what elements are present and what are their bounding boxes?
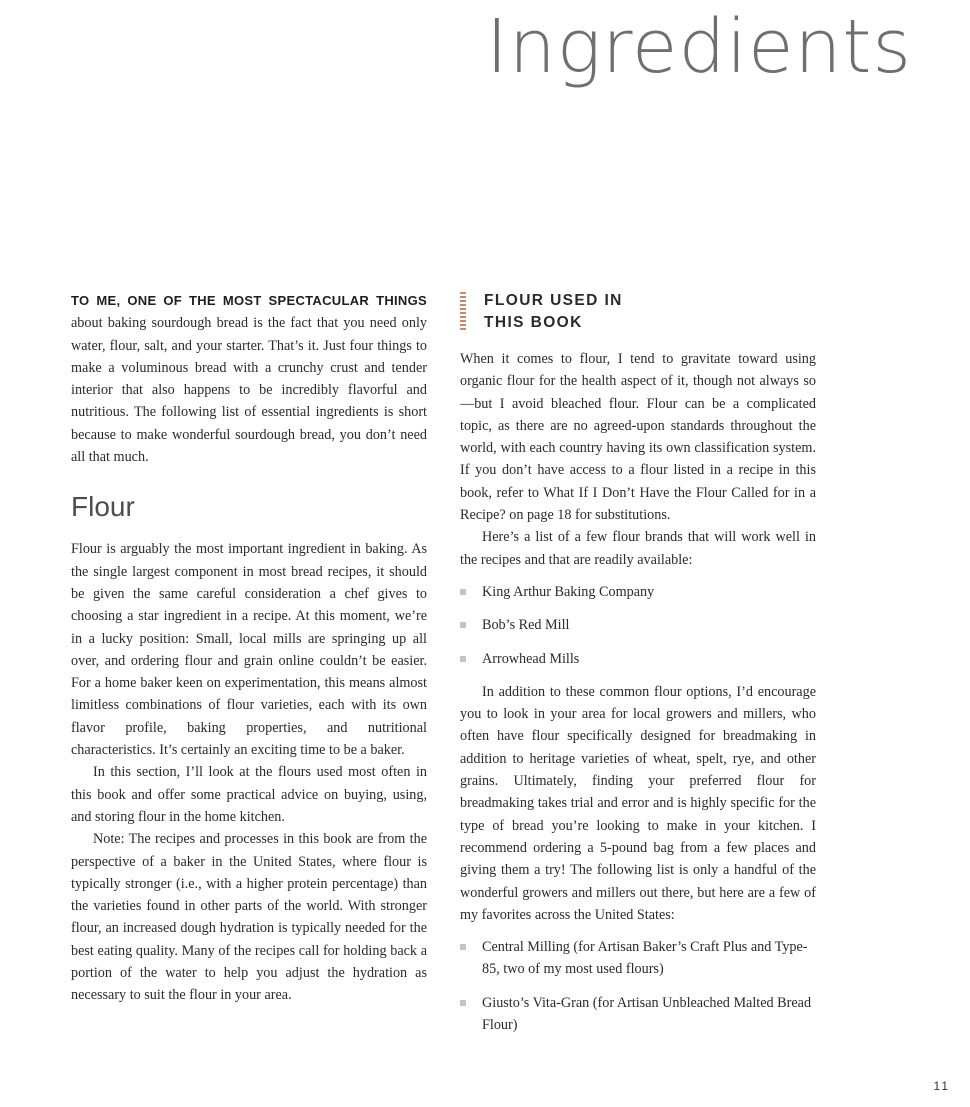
list-item-brand: Arrowhead Mills — [460, 648, 816, 670]
list-item-miller: Giusto’s Vita-Gran (for Artisan Unbleached Malted Bread Flour) — [460, 992, 816, 1037]
sidebar-stripe-marker — [460, 292, 466, 332]
list-item-brand: King Arthur Baking Company — [460, 581, 816, 603]
section-heading-flour: Flour — [71, 491, 135, 523]
sidebar-title-line-1: FLOUR USED IN — [484, 292, 623, 309]
sidebar-header — [460, 290, 816, 334]
intro-text: about baking sourdough bread is the fact that you need only water, flour, salt, and your starter. That’s it. Just four things to make a voluminous bread with a crunchy crust and tender interior that also happens to be incredibly flavorful and nutritious. The following list of essential ingredients is short because to make wonderful sourdough bread, you don’t need all that much. — [71, 315, 427, 466]
flour-paragraph-3: Note: The recipes and processes in this book are from the perspective of a baker in the United States, where flour is typically stronger (i.e., with a higher protein percentage) than the varieties found in other parts of the world. With stronger flour, an increased dough hydration is typically needed for the best eating quality. Many of the recipes call for holding back a portion of the water to help you adjust the hydration as necessary to suit the flour in your area. — [71, 831, 427, 1004]
miller-list — [460, 936, 816, 1036]
left-column — [71, 290, 427, 1007]
flour-paragraph-2: In this section, I’ll look at the flours used most often in this book and offer some practical advice on buying, using, and storing flour in the home kitchen. — [71, 764, 427, 825]
sidebar-title-line-2: THIS BOOK — [484, 314, 583, 331]
sidebar-paragraph-3: In addition to these common flour options, I’d encourage you to look in your area for local growers and millers, who often have flour specifically designed for breadmaking in addition to heritage varieties of wheat, spelt, rye, and other grains. Ultimately, finding your preferred flour for breadmaking takes trial and error and is highly specific for the type of bread you’re looking to make in your kitchen. I recommend ordering a 5-pound bag from a few places and giving them a try! The following list is only a handful of the wonderful growers and millers out there, but here are a few of my favorites across the United States: — [460, 683, 816, 923]
list-item-miller: Central Milling (for Artisan Baker’s Craft Plus and Type-85, two of my most used flours) — [460, 936, 816, 981]
flour-paragraph-1: Flour is arguably the most important ingredient in baking. As the single largest component in most bread recipes, it should be given the same careful consideration a chef gives to choosing a star ingredient in a recipe. At this moment, we’re in a lucky position: Small, local mills are springing up all over, and ordering flour and grain online couldn’t be easier. For a home baker keen on experimentation, this means almost limitless combinations of flour varieties, each with its own flavor profile, baking properties, and nutritional characteristics. It’s certainly an exciting time to be a baker. — [71, 541, 427, 759]
page-title: Ingredients — [486, 4, 912, 90]
page-number: 11 — [933, 1079, 950, 1093]
list-item-brand: Bob’s Red Mill — [460, 614, 816, 636]
sidebar-paragraph-2: Here’s a list of a few flour brands that will work well in the recipes and that are readily available: — [460, 529, 816, 568]
sidebar-paragraph-1: When it comes to flour, I tend to gravitate toward using organic flour for the health aspect of it, though not always so—but I avoid bleached flour. Flour can be a complicated topic, as there are no agreed-upon standards throughout the world, with each country having its own classification system. If you don’t have access to a flour listed in a recipe in this book, refer to What If I Don’t Have the Flour Called for in a Recipe? on page 18 for substitutions. — [460, 351, 816, 524]
flour-brand-list — [460, 581, 816, 670]
right-column-sidebar — [460, 290, 816, 1047]
intro-paragraph — [71, 290, 427, 468]
intro-lead-caps: TO ME, ONE OF THE MOST SPECTACULAR THINGS — [71, 293, 427, 308]
